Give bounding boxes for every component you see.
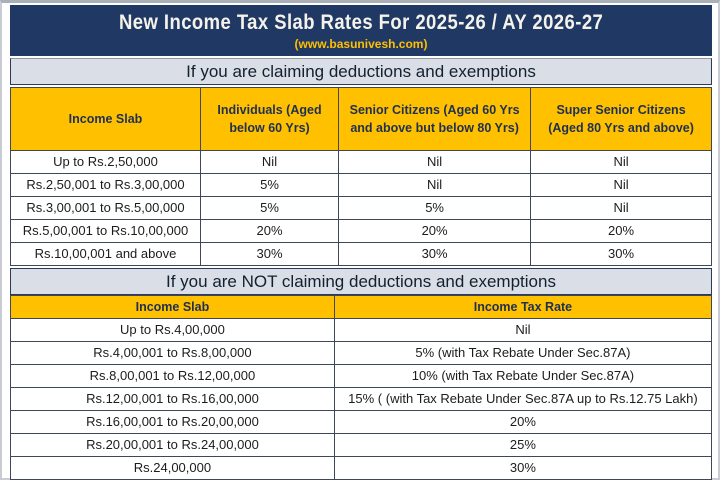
table-cell: Nil — [339, 174, 531, 197]
table-cell: 5% — [339, 197, 531, 220]
table-row — [11, 342, 712, 365]
table-row — [11, 457, 712, 480]
table-cell: Rs.3,00,001 to Rs.5,00,000 — [11, 197, 201, 220]
table-cell: 5% — [200, 197, 338, 220]
table-cell: Rs.5,00,001 to Rs.10,00,000 — [11, 220, 201, 243]
table-row — [11, 388, 712, 411]
table-row — [11, 220, 712, 243]
table-cell: 5% (with Tax Rebate Under Sec.87A) — [334, 342, 711, 365]
column-header-income-slab: Income Slab — [11, 296, 335, 319]
table-cell: Rs.8,00,001 to Rs.12,00,000 — [11, 365, 335, 388]
table-header-row — [11, 296, 712, 319]
table-cell: Nil — [334, 319, 711, 342]
table-cell: 25% — [334, 434, 711, 457]
table-header-row — [11, 88, 712, 151]
table-cell: Rs.2,50,001 to Rs.3,00,000 — [11, 174, 201, 197]
table-cell: Rs.20,00,001 to Rs.24,00,000 — [11, 434, 335, 457]
table-row — [11, 197, 712, 220]
website-url: (www.basunivesh.com) — [294, 37, 428, 52]
table-cell: 20% — [531, 220, 712, 243]
table-cell: Up to Rs.4,00,000 — [11, 319, 335, 342]
table-body — [11, 319, 712, 480]
table-cell: 20% — [200, 220, 338, 243]
table-row — [11, 243, 712, 266]
table-cell: Rs.10,00,001 and above — [11, 243, 201, 266]
table-cell: 10% (with Tax Rebate Under Sec.87A) — [334, 365, 711, 388]
table-cell: 30% — [531, 243, 712, 266]
title-band — [10, 5, 712, 58]
table-row — [11, 319, 712, 342]
column-header-senior-citizens: Senior Citizens (Aged 60 Yrs and above but below 80 Yrs) — [339, 88, 531, 151]
table-cell: Rs.24,00,000 — [11, 457, 335, 480]
table-cell: Rs.16,00,001 to Rs.20,00,000 — [11, 411, 335, 434]
table-cell: Nil — [531, 174, 712, 197]
table-cell: Nil — [531, 197, 712, 220]
page-title: New Income Tax Slab Rates For 2025-26 / AY 2026-27 — [118, 10, 604, 34]
table-row — [11, 151, 712, 174]
table-cell: Nil — [531, 151, 712, 174]
column-header-income-slab: Income Slab — [11, 88, 201, 151]
table-row — [11, 365, 712, 388]
section-band-not-claiming: If you are NOT claiming deductions and exemptions — [10, 268, 712, 295]
table-cell: 15% ( (with Tax Rebate Under Sec.87A up to Rs.12.75 Lakh) — [334, 388, 711, 411]
table-cell: Up to Rs.2,50,000 — [11, 151, 201, 174]
table-row — [11, 411, 712, 434]
table-cell: 20% — [334, 411, 711, 434]
column-header-income-tax-rate: Income Tax Rate — [334, 296, 711, 319]
table-cell: Rs.12,00,001 to Rs.16,00,000 — [11, 388, 335, 411]
table-cell: 30% — [334, 457, 711, 480]
claiming-deductions-table — [10, 87, 712, 266]
column-header-super-senior-citizens: Super Senior Citizens (Aged 80 Yrs and above) — [531, 88, 712, 151]
not-claiming-deductions-table — [10, 295, 712, 480]
table-row — [11, 434, 712, 457]
table-cell: 5% — [200, 174, 338, 197]
table-cell: Nil — [339, 151, 531, 174]
section-band-claiming: If you are claiming deductions and exemptions — [10, 58, 712, 85]
table-body — [11, 151, 712, 266]
column-header-individuals: Individuals (Aged below 60 Yrs) — [200, 88, 338, 151]
table-row — [11, 174, 712, 197]
table-cell: Rs.4,00,001 to Rs.8,00,000 — [11, 342, 335, 365]
table-cell: 30% — [339, 243, 531, 266]
table-cell: 20% — [339, 220, 531, 243]
table-cell: 30% — [200, 243, 338, 266]
table-cell: Nil — [200, 151, 338, 174]
